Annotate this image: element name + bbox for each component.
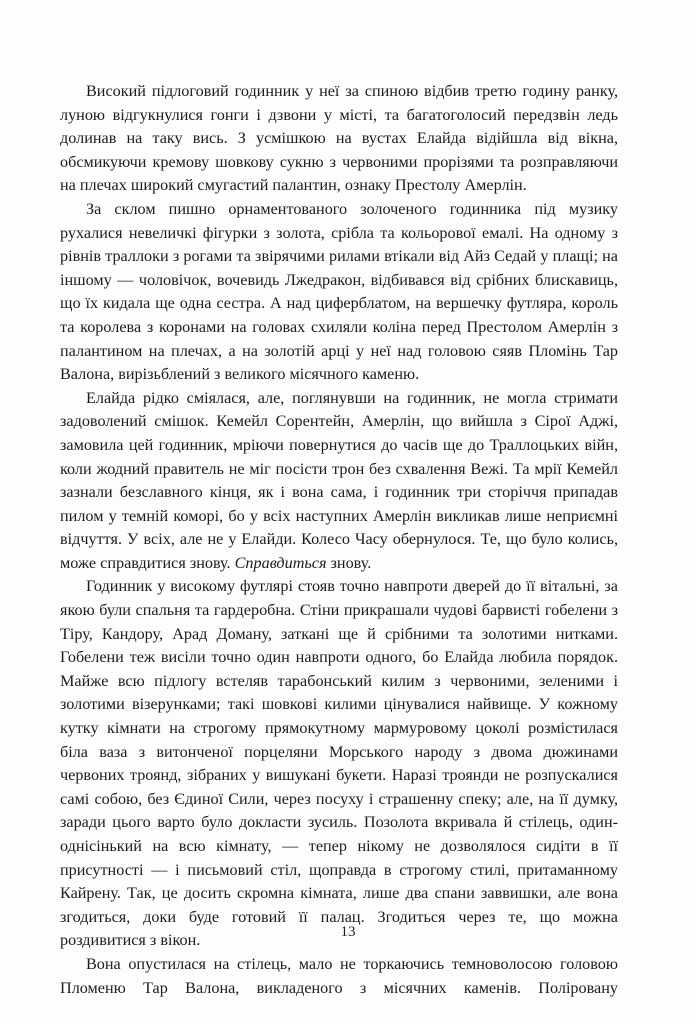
paragraph [60, 387, 618, 576]
paragraph [60, 575, 618, 953]
emphasized-word: Справдиться [234, 553, 327, 572]
paragraph-text: За склом пишно орнаментованого золоченого годинника під музику рухалися невеличкі фігурки з золота, срібла та кольорової емалі. На одному з рівнів траллоки з рогами та звірячими рилами втікали від Айз Седай у плащі; на іншому — чоловічок, вочевидь Лжедракон, відбивався від срібних блискавиць, що їх кидала ще одна сестра. А над циферблатом, на вершечку футляра, король та королева з коронами на головах схиляли коліна перед Престолом Амерлін з палантином на плечах, а на золотій арці у неї над головою сяяв Пломінь Тар Валона, вирізьблений з великого місячного каменю. [60, 199, 618, 384]
paragraph-text: Вона опустилася на стілець, мало не торкаючись темноволосою головою Пломеню Тар Валона, викладеного з місячних каменів. Поліровану [60, 954, 618, 997]
paragraph [60, 198, 618, 387]
paragraph [60, 953, 618, 1000]
paragraph-text: Високий підлоговий годинник у неї за спиною відбив третю годину ранку, луною відгукнулися гонги і дзвони у місті, та багатоголосий передзвін ледь долинав на таку вись. З усмішкою на вустах Елайда відійшла від вікна, обсмикуючи кремову шовкову сукню з червоними прорізями та розправляючи на плечах широкий смугастий палантин, ознаку Престолу Амерлін. [60, 82, 618, 195]
paragraph [60, 80, 618, 198]
paragraph-text: Елайда рідко сміялася, але, поглянувши на годинник, не могла стримати задоволений смішок. Кемейл Сорентейн, Амерлін, що вийшла з Сірої Аджі, замовила цей годинник, мріючи повернутися до часів ще до Траллоцьких війн, коли жодний правитель не міг посісти трон без схвалення Вежі. Та мрії Кемейл зазнали безславного кінця, як і вона сама, і годинник три сторіччя припадав пилом у темній коморі, бо у всіх наступних Амерлін викликав лише неприємні відчуття. У всіх, але не у Елайди. Колесо Часу обернулося. Те, що було колись, може справдитися знову. [60, 388, 618, 572]
paragraph-text: знову. [326, 553, 372, 572]
body-text [60, 80, 618, 1000]
paragraph-text: Годинник у високому футлярі стояв точно навпроти дверей до її вітальні, за якою були спальня та гардеробна. Стіни прикрашали чудові барвисті гобелени з Тіру, Кандору, Арад Доману, затканi ще й срібними та золотими нитками. Гобелени теж висіли точно один навпроти одного, бо Елайда любила порядок. Майже всю підлогу встеляв тарабонський килим з червоними, зеленими і золотими візерунками; такі шовкові килими цінувалися найвище. У кожному кутку кімнати на строгому прямокутному мармуровому цоколі розмістилася біла ваза з витонченої порцеляни Морського народу з двома дюжинами червоних троянд, зібраних у вишукані букети. Наразі троянди не розпускалися самі собою, без Єдиної Сили, через посуху і страшенну спеку; але, на її думку, заради цього варто було докласти зусиль. Позолота вкривала й стілець, один-однісінький на всю кімнату, — тепер нікому не дозволялося сидіти в її присутності — і письмовий стіл, щоправда в строгому стилі, притаманному Кайрену. Так, це досить скромна кімната, лише два спани заввишки, але вона згодиться, доки буде готовий її палац. Згодиться через те, що можна роздивитися з вікон. [60, 577, 618, 950]
page-number: 13 [340, 924, 356, 940]
